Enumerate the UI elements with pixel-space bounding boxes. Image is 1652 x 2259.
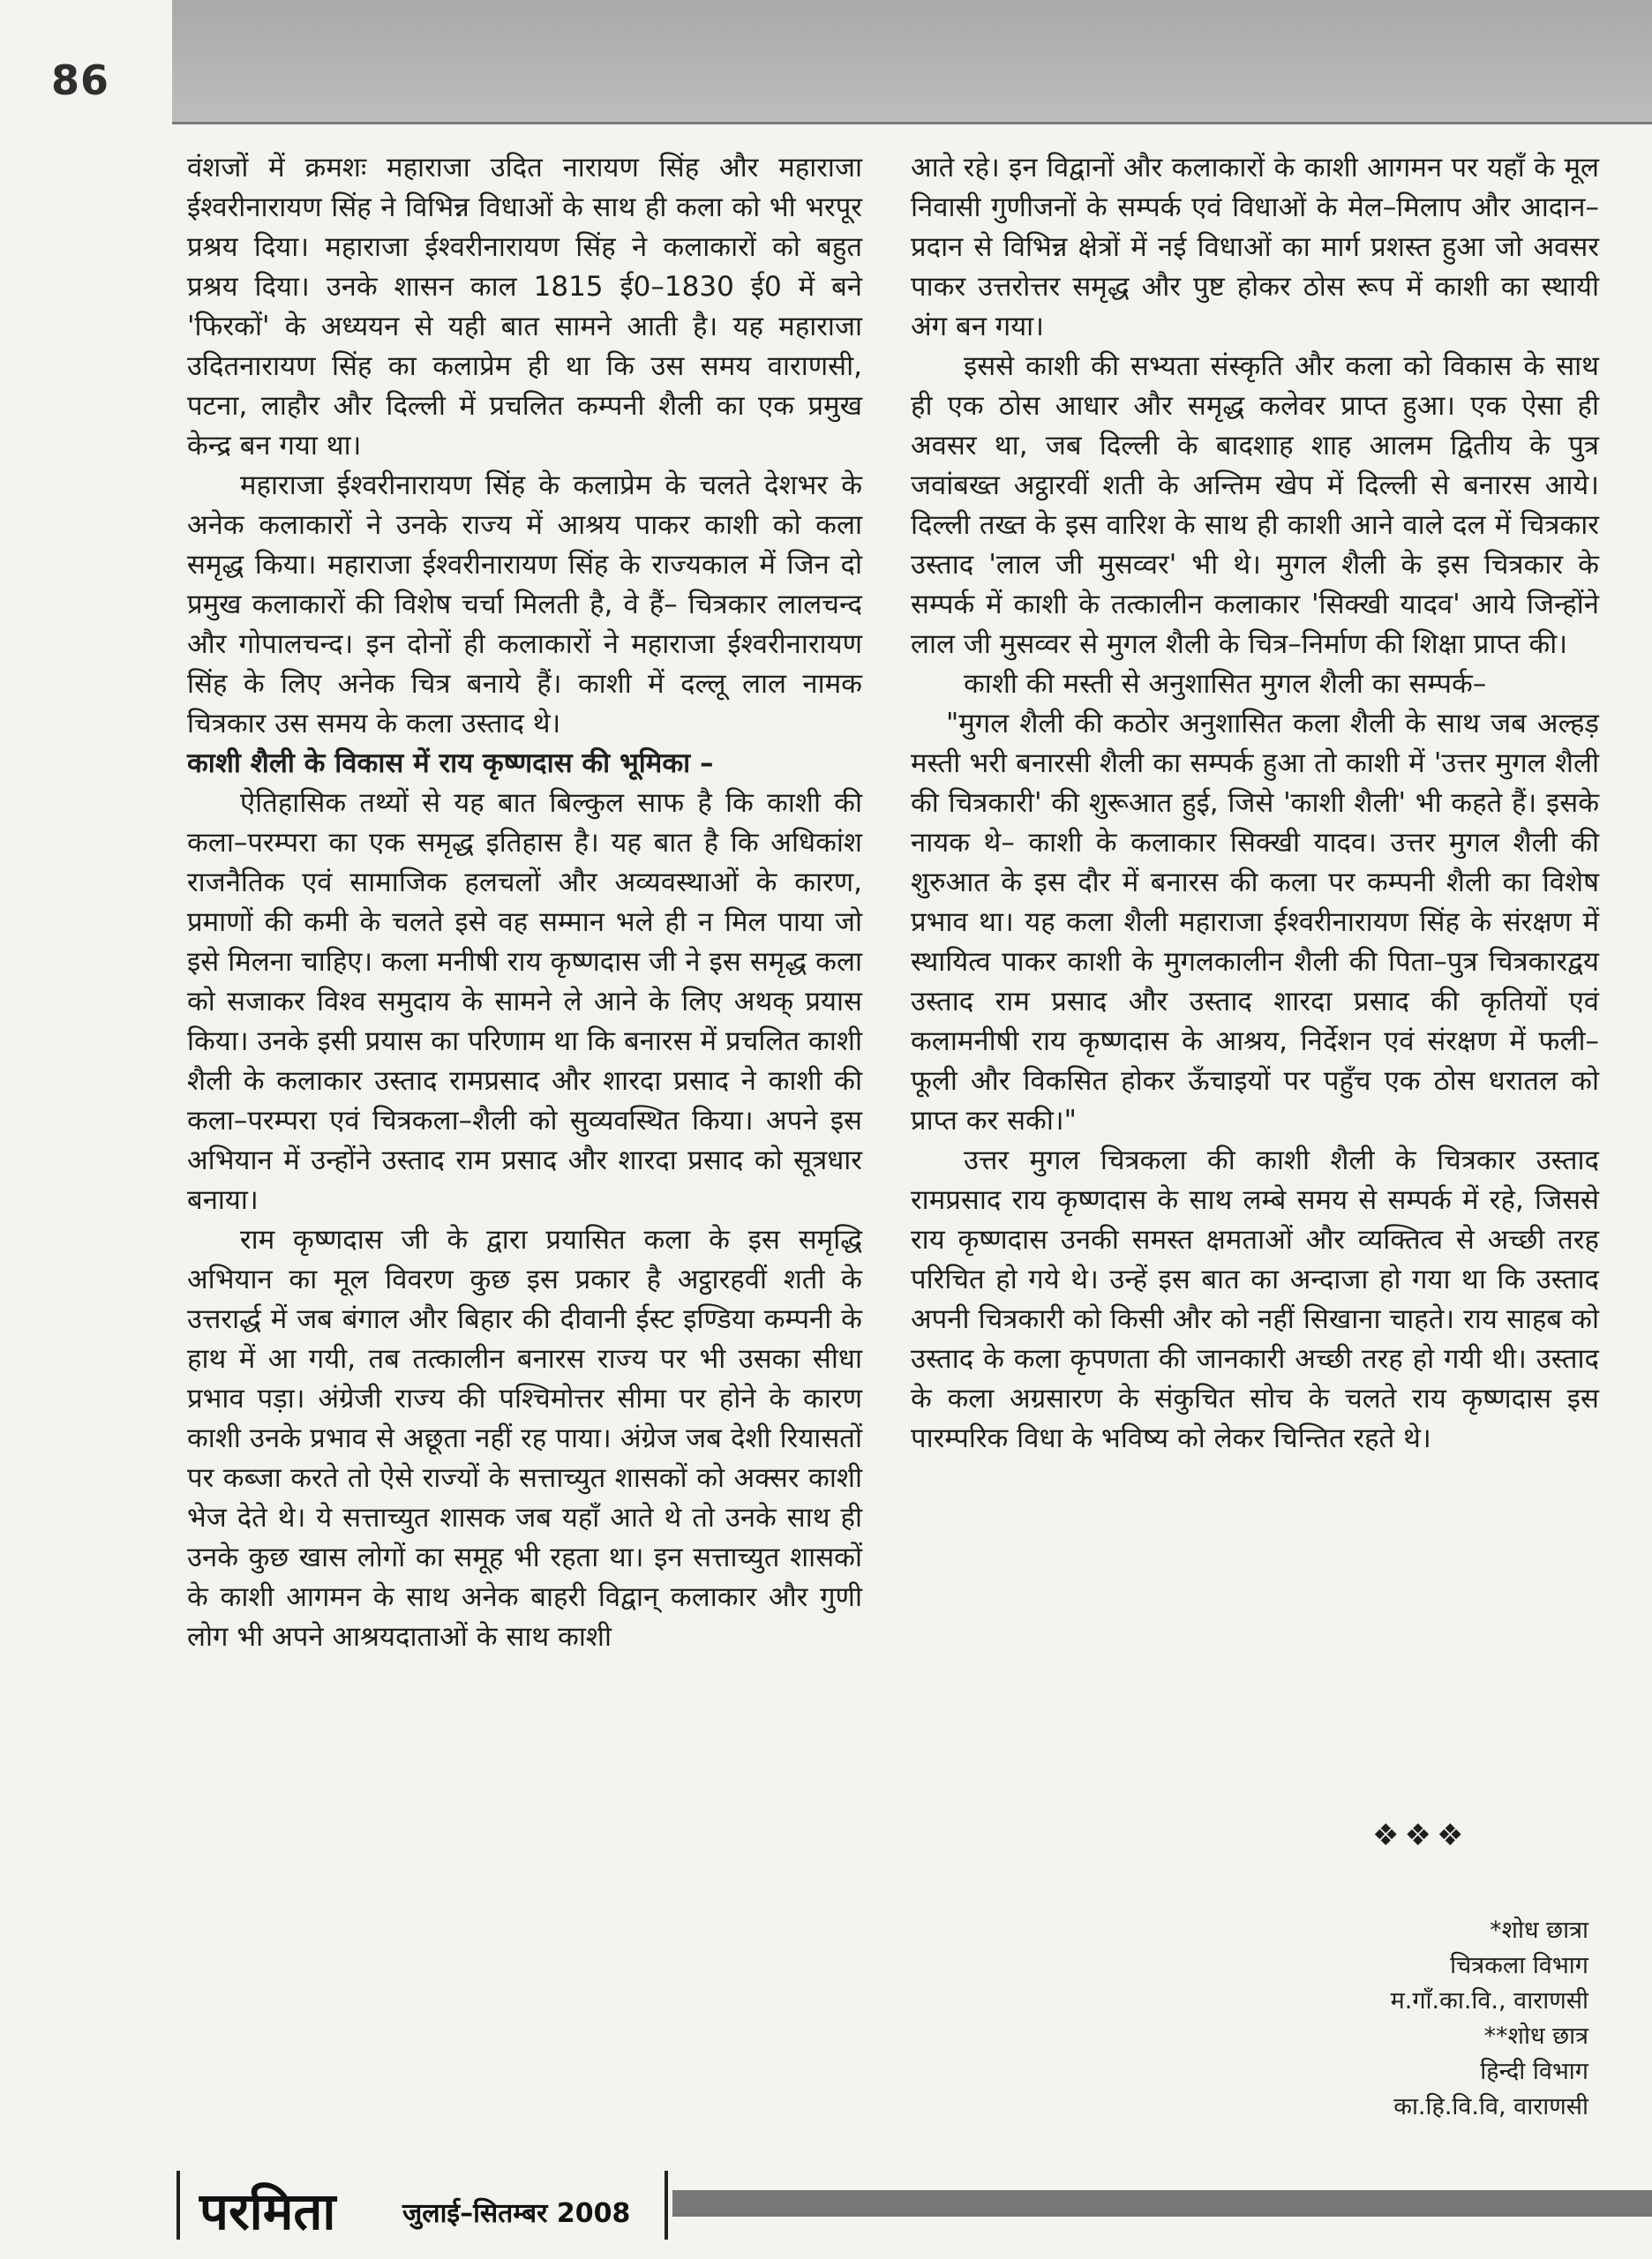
block-quote: "मुगल शैली की कठोर अनुशासित कला शैली के साथ जब अल्हड़ मस्ती भरी बनारसी शैली का सम्पर्क हुआ तो काशी में 'उत्तर मुगल शैली की चित्रकारी' की शुरूआत हुई, जिसे 'काशी शैली' भी कहते हैं। इसके नायक थे– काशी के कलाकार सिक्खी यादव। उत्तर मुगल शैली की शुरुआत के इस दौर में बनारस की कला पर कम्पनी शैली का विशेष प्रभाव था। यह कला शैली महाराजा ईश्वरीनारायण सिंह के संरक्षण में स्थायित्व पाकर काशी के मुगलकालीन शैली की पिता–पुत्र चित्रकारद्वय उस्ताद राम प्रसाद और उस्ताद शारदा प्रसाद की कृतियों एवं कलामनीषी राय कृष्णदास के आश्रय, निर्देशन एवं संरक्षण में फली–फूली और विकसित होकर ऊँचाइयों पर पहुँच एक ठोस धरातल को प्राप्त कर सकी।" xyxy=(911,708,1599,1137)
left-text-column xyxy=(187,148,862,1657)
affiliation-line: का.हि.वि.वि, वाराणसी xyxy=(1393,2093,1588,2120)
paragraph: ऐतिहासिक तथ्यों से यह बात बिल्कुल साफ है कि काशी की कला–परम्परा का एक समृद्ध इतिहास है। यह बात है कि अधिकांश राजनैतिक एवं सामाजिक हलचलों और अव्यवस्थाओं के कारण, प्रमाणों की कमी के चलते इसे वह सम्मान भले ही न मिल पाया जो इसे मिलना चाहिए। कला मनीषी राय कृष्णदास जी ने इस समृद्ध कला को सजाकर विश्व समुदाय के सामने ले आने के लिए अथक् प्रयास किया। उनके इसी प्रयास का परिणाम था कि बनारस में प्रचलित काशी शैली के कलाकार उस्ताद रामप्रसाद और शारदा प्रसाद ने काशी की कला–परम्परा एवं चित्रकला–शैली को सुव्यवस्थित किया। अपने इस अभियान में उन्होंने उस्ताद राम प्रसाद और शारदा प्रसाद को सूत्रधार बनाया। xyxy=(187,787,862,1216)
paragraph: राम कृष्णदास जी के द्वारा प्रयासित कला के इस समृद्धि अभियान का मूल विवरण कुछ इस प्रकार है अट्ठारहवीं शती के उत्तरार्द्ध में जब बंगाल और बिहार की दीवानी ईस्ट इण्डिया कम्पनी के हाथ में आ गयी, तब तत्कालीन बनारस राज्य पर भी उसका सीधा प्रभाव पड़ा। अंग्रेजी राज्य की पश्चिमोत्तर सीमा पर होने के कारण काशी उनके प्रभाव से अछूता नहीं रह पाया। अंग्रेज जब देशी रियासतों पर कब्जा करते तो ऐसे राज्यों के सत्ताच्युत शासकों को अक्सर काशी भेज देते थे। ये सत्ताच्युत शासक जब यहाँ आते थे तो उनके साथ ही उनके कुछ खास लोगों का समूह भी रहता था। इन सत्ताच्युत शासकों के काशी आगमन के साथ अनेक बाहरी विद्वान् कलाकार और गुणी लोग भी अपने आश्रयदाताओं के साथ काशी xyxy=(187,1224,862,1653)
section-separator: ❖❖❖ xyxy=(1372,1818,1469,1853)
footer-band xyxy=(672,2190,1652,2217)
affiliation-line: **शोध छात्र xyxy=(1483,2023,1588,2050)
footer-divider xyxy=(665,2171,668,2240)
paragraph: वंशजों में क्रमशः महाराजा उदित नारायण सिंह और महाराजा ईश्वरीनारायण सिंह ने विभिन्न विधाओं के साथ ही कला को भी भरपूर प्रश्रय दिया। महाराजा ईश्वरीनारायण सिंह ने कलाकारों को बहुत प्रश्रय दिया। उनके शासन काल 1815 ई0–1830 ई0 में बने 'फिरकों' के अध्ययन से यही बात सामने आती है। यह महाराजा उदितनारायण सिंह का कलाप्रेम ही था कि उस समय वाराणसी, पटना, लाहौर और दिल्ली में प्रचलित कम्पनी शैली का एक प्रमुख केन्द्र बन गया था। xyxy=(187,152,862,462)
author-affiliation xyxy=(1324,1913,1588,2125)
page-number: 86 xyxy=(51,56,110,104)
affiliation-line: म.गाँ.का.वि., वाराणसी xyxy=(1390,1987,1588,2015)
affiliation-line: हिन्दी विभाग xyxy=(1480,2058,1588,2085)
paragraph: महाराजा ईश्वरीनारायण सिंह के कलाप्रेम के चलते देशभर के अनेक कलाकारों ने उनके राज्य में आश्रय पाकर काशी को कला समृद्ध किया। महाराजा ईश्वरीनारायण सिंह के राज्यकाल में जिन दो प्रमुख कलाकारों की विशेष चर्चा मिलती है, वे हैं– चित्रकार लालचन्द और गोपालचन्द। इन दोनों ही कलाकारों ने महाराजा ईश्वरीनारायण सिंह के लिए अनेक चित्र बनाये हैं। काशी में दल्लू लाल नामक चित्रकार उस समय के कला उस्ताद थे। xyxy=(187,469,862,739)
magazine-logo: परमिता xyxy=(199,2181,336,2241)
issue-date: जुलाई–सितम्बर 2008 xyxy=(402,2198,631,2229)
paragraph: काशी की मस्ती से अनुशासित मुगल शैली का सम्पर्क– xyxy=(964,668,1487,700)
page-footer xyxy=(176,2171,1652,2241)
footer-divider xyxy=(176,2171,180,2240)
section-heading: काशी शैली के विकास में राय कृष्णदास की भूमिका – xyxy=(187,747,714,779)
paragraph: इससे काशी की सभ्यता संस्कृति और कला को विकास के साथ ही एक ठोस आधार और समृद्ध कलेवर प्राप्त हुआ। एक ऐसा ही अवसर था, जब दिल्ली के बादशाह शाह आलम द्वितीय के पुत्र जवांबख्त अट्ठारवीं शती के अन्तिम खेप में दिल्ली से बनारस आये। दिल्ली तख्त के इस वारिश के साथ ही काशी आने वाले दल में चित्रकार उस्ताद 'लाल जी मुसव्वर' भी थे। मुगल शैली के इस चित्रकार के सम्पर्क में काशी के तत्कालीन कलाकार 'सिक्खी यादव' आये जिन्होंने लाल जी मुसव्वर से मुगल शैली के चित्र–निर्माण की शिक्षा प्राप्त की। xyxy=(911,350,1599,660)
right-text-column xyxy=(911,148,1599,1459)
header-bar xyxy=(172,0,1652,124)
paragraph: आते रहे। इन विद्वानों और कलाकारों के काशी आगमन पर यहाँ के मूल निवासी गुणीजनों के सम्पर्क एवं विधाओं के मेल–मिलाप और आदान–प्रदान से विभिन्न क्षेत्रों में नई विधाओं का मार्ग प्रशस्त हुआ जो अवसर पाकर उत्तरोत्तर समृद्ध और पुष्ट होकर ठोस रूप में काशी का स्थायी अंग बन गया। xyxy=(911,152,1599,342)
paragraph: उत्तर मुगल चित्रकला की काशी शैली के चित्रकार उस्ताद रामप्रसाद राय कृष्णदास के साथ लम्बे समय से सम्पर्क में रहे, जिससे राय कृष्णदास उनकी समस्त क्षमताओं और व्यक्तित्व से अच्छी तरह परिचित हो गये थे। उन्हें इस बात का अन्दाजा हो गया था कि उस्ताद अपनी चित्रकारी को किसी और को नहीं सिखाना चाहते। राय साहब को उस्ताद के कला कृपणता की जानकारी अच्छी तरह हो गयी थी। उस्ताद के कला अग्रसारण के संकुचित सोच के चलते राय कृष्णदास इस पारम्परिक विधा के भविष्य को लेकर चिन्तित रहते थे। xyxy=(911,1145,1599,1454)
affiliation-line: चित्रकला विभाग xyxy=(1450,1952,1588,1979)
affiliation-line: *शोध छात्रा xyxy=(1490,1917,1588,1944)
